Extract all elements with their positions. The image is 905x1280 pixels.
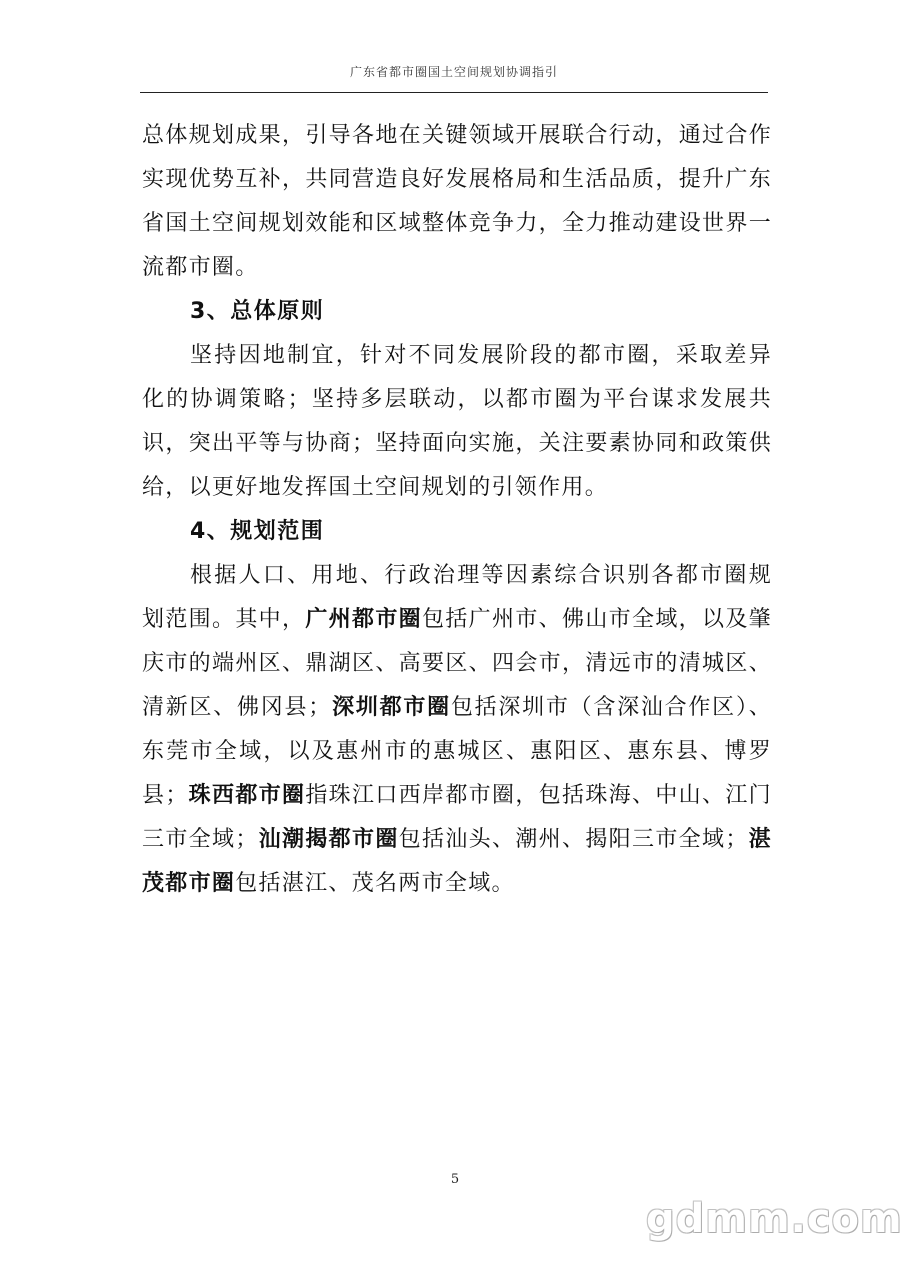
guangzhou-metro-text: 包括广州市、佛山市全域，以及肇庆市的端州区、鼎湖区、高要区、四会市，清远市的清城区、清新区、佛冈县；	[142, 607, 772, 720]
document-body	[142, 114, 772, 906]
zhanmao-metro-name: 湛茂都市圈	[142, 827, 772, 896]
paragraph-scope	[142, 554, 772, 906]
site-watermark: gdmm.com	[646, 1196, 903, 1242]
paragraph-principles: 坚持因地制宜，针对不同发展阶段的都市圈，采取差异化的协调策略；坚持多层联动，以都市圈为平台谋求发展共识，突出平等与协商；坚持面向实施，关注要素协同和政策供给，以更好地发挥国土空间规划的引领作用。	[142, 343, 772, 500]
guangzhou-metro-name: 广州都市圈	[305, 607, 423, 632]
section-heading-scope: 4、规划范围	[190, 519, 325, 544]
shenzhen-metro-name: 深圳都市圈	[331, 695, 451, 720]
page-number: 5	[450, 1172, 460, 1187]
section-heading-principles: 3、总体原则	[190, 299, 325, 324]
paragraph-continuation: 总体规划成果，引导各地在关键领域开展联合行动，通过合作实现优势互补，共同营造良好发展格局和生活品质，提升广东省国土空间规划效能和区域整体竞争力，全力推动建设世界一流都市圈。	[142, 123, 772, 280]
zhuxi-metro-text: 指珠江口西岸都市圈，包括珠海、中山、江门三市全域；	[142, 783, 772, 852]
running-header: 广东省都市圈国土空间规划协调指引	[349, 65, 558, 79]
scope-intro-text: 根据人口、用地、行政治理等因素综合识别各都市圈规划范围。其中，	[142, 563, 772, 632]
zhanmao-metro-text: 包括湛江、茂名两市全域。	[235, 871, 515, 896]
zhuxi-metro-name: 珠西都市圈	[188, 783, 306, 808]
header-divider	[140, 92, 768, 93]
shanchaojie-metro-name: 汕潮揭都市圈	[258, 827, 399, 852]
shanchaojie-metro-text: 包括汕头、潮州、揭阳三市全域；	[398, 827, 749, 852]
shenzhen-metro-text: 包括深圳市（含深汕合作区）、东莞市全域，以及惠州市的惠城区、惠阳区、惠东县、博罗县；	[142, 695, 772, 808]
